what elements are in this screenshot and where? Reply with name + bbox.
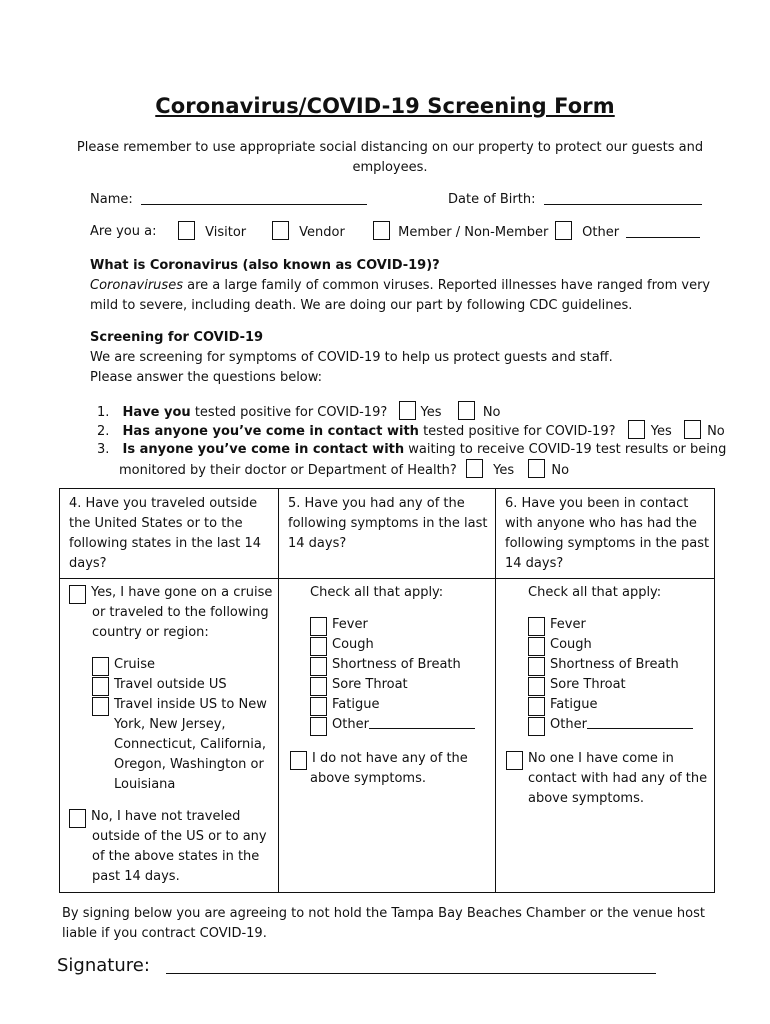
symptom-label: Fever bbox=[332, 617, 368, 632]
travel-outside-us-checkbox[interactable] bbox=[92, 677, 109, 696]
travel-inside-us-checkbox[interactable] bbox=[92, 697, 109, 716]
travel-outside-us-label: Travel outside US bbox=[114, 677, 227, 692]
contact-symptom-label: Cough bbox=[550, 637, 592, 652]
symptom-label: Other bbox=[332, 717, 369, 732]
dob-input-line[interactable] bbox=[544, 191, 702, 205]
symptom-cough-checkbox[interactable] bbox=[310, 637, 327, 656]
q3-yes-checkbox[interactable] bbox=[466, 459, 483, 478]
symptom-label: Fatigue bbox=[332, 697, 380, 712]
cruise-label: Cruise bbox=[114, 657, 156, 672]
col3-header-line: with anyone who has had the bbox=[505, 516, 697, 531]
travel-no-label: No, I have not traveled bbox=[91, 809, 241, 824]
q1-yes-checkbox[interactable] bbox=[399, 401, 416, 420]
vendor-checkbox[interactable] bbox=[272, 221, 289, 240]
symptom-fatigue bbox=[310, 695, 490, 715]
q3-number: 3. bbox=[97, 442, 110, 457]
dob-field bbox=[448, 191, 702, 207]
q3-text: waiting to receive COVID-19 test results or being bbox=[404, 442, 727, 457]
symptoms-table bbox=[59, 488, 715, 893]
symptom-label: Cough bbox=[332, 637, 374, 652]
symptom-label: Shortness of Breath bbox=[332, 657, 461, 672]
visitor-label: Visitor bbox=[205, 225, 247, 240]
contact-cough bbox=[528, 635, 713, 655]
screening-heading: Screening for COVID-19 bbox=[90, 330, 264, 345]
signature-input-line[interactable] bbox=[166, 956, 656, 974]
q2-yes-label: Yes bbox=[650, 424, 672, 439]
visitor-checkbox[interactable] bbox=[178, 221, 195, 240]
q2-yes-checkbox[interactable] bbox=[628, 420, 645, 439]
q1-no-checkbox[interactable] bbox=[458, 401, 475, 420]
travel-no-label-line: of the above states in the bbox=[92, 849, 260, 864]
symptom-shortness-checkbox[interactable] bbox=[310, 657, 327, 676]
q1-no-label: No bbox=[482, 405, 501, 420]
agreement-line-1: By signing below you are agreeing to not hold the Tampa Bay Beaches Chamber or the venue host bbox=[62, 906, 705, 921]
col2-check-all: Check all that apply: bbox=[310, 585, 444, 600]
col2-header bbox=[288, 494, 487, 554]
q3-bold: Is anyone you’ve come in contact with bbox=[122, 442, 405, 457]
col3-check-all: Check all that apply: bbox=[528, 585, 662, 600]
agreement-text bbox=[62, 904, 742, 944]
other-label: Other bbox=[582, 225, 620, 240]
vendor-option bbox=[272, 221, 345, 240]
name-input-line[interactable] bbox=[141, 191, 367, 205]
contact-shortness-checkbox[interactable] bbox=[528, 657, 545, 676]
col2-header-line: 14 days? bbox=[288, 536, 347, 551]
states-line: Oregon, Washington or bbox=[114, 757, 264, 772]
col1-header-line: following states in the last 14 bbox=[69, 536, 261, 551]
what-is-heading: What is Coronavirus (also known as COVID-19)? bbox=[90, 258, 440, 273]
symptom-fever-checkbox[interactable] bbox=[310, 617, 327, 636]
q3-no-checkbox[interactable] bbox=[528, 459, 545, 478]
other-option bbox=[555, 221, 700, 240]
contact-sore-throat bbox=[528, 675, 713, 695]
col2-header-line: 5. Have you had any of the bbox=[288, 496, 465, 511]
contact-fatigue bbox=[528, 695, 713, 715]
no-contact-label-line: contact with had any of the bbox=[528, 771, 708, 786]
q2-no-label: No bbox=[707, 424, 725, 439]
contact-cough-checkbox[interactable] bbox=[528, 637, 545, 656]
contact-other-input-line[interactable] bbox=[587, 715, 693, 729]
travel-inside-us-label: Travel inside US to New bbox=[114, 697, 267, 712]
q3-text-line-2: monitored by their doctor or Department of Health? bbox=[119, 463, 457, 478]
contact-symptom-label: Other bbox=[550, 717, 587, 732]
col1-body bbox=[69, 583, 274, 887]
contact-symptom-label: Sore Throat bbox=[550, 677, 626, 692]
symptom-label: Sore Throat bbox=[332, 677, 408, 692]
q2-text: tested positive for COVID-19? bbox=[418, 424, 616, 439]
coronaviruses-italic: Coronaviruses bbox=[90, 278, 183, 293]
question-3 bbox=[97, 440, 726, 460]
name-label: Name: bbox=[90, 192, 133, 207]
no-contact-label: No one I have come in bbox=[528, 751, 674, 766]
contact-fatigue-checkbox[interactable] bbox=[528, 697, 545, 716]
q1-bold: Have you bbox=[122, 405, 191, 420]
signature-label: Signature: bbox=[57, 955, 150, 976]
col2-header-line: following symptoms in the last bbox=[288, 516, 488, 531]
no-symptoms-label: I do not have any of the bbox=[312, 751, 468, 766]
no-symptoms-checkbox[interactable] bbox=[290, 751, 307, 770]
what-is-section bbox=[90, 256, 730, 316]
col1-header-line: 4. Have you traveled outside bbox=[69, 496, 258, 511]
screening-line-1: We are screening for symptoms of COVID-19 to help us protect guests and staff. bbox=[90, 350, 613, 365]
q2-number: 2. bbox=[97, 424, 110, 439]
dob-label: Date of Birth: bbox=[448, 192, 536, 207]
member-option bbox=[373, 221, 548, 240]
agreement-line-2: liable if you contract COVID-19. bbox=[62, 926, 267, 941]
contact-sore-throat-checkbox[interactable] bbox=[528, 677, 545, 696]
no-symptoms-option bbox=[290, 749, 490, 769]
vendor-label: Vendor bbox=[299, 225, 345, 240]
states-line: Louisiana bbox=[114, 777, 176, 792]
intro-line-2: employees. bbox=[352, 160, 428, 175]
q2-no-checkbox[interactable] bbox=[684, 420, 701, 439]
cruise-option bbox=[92, 655, 274, 675]
no-symptoms-label-line: above symptoms. bbox=[310, 771, 426, 786]
contact-fever-checkbox[interactable] bbox=[528, 617, 545, 636]
symptom-cough bbox=[310, 635, 490, 655]
screening-line-2: Please answer the questions below: bbox=[90, 370, 323, 385]
other-input-line[interactable] bbox=[626, 224, 700, 238]
member-checkbox[interactable] bbox=[373, 221, 390, 240]
no-contact-label-line: above symptoms. bbox=[528, 791, 644, 806]
travel-no-label-line: outside of the US or to any bbox=[92, 829, 267, 844]
travel-yes-label-line: or traveled to the following bbox=[92, 605, 269, 620]
intro-text bbox=[0, 138, 770, 178]
travel-no-checkbox[interactable] bbox=[69, 809, 86, 828]
q3-yes-label: Yes bbox=[493, 463, 515, 478]
travel-outside-us-option bbox=[92, 675, 274, 695]
member-label: Member / Non-Member bbox=[398, 225, 549, 240]
q2-bold: Has anyone you’ve come in contact with bbox=[122, 424, 419, 439]
cruise-checkbox[interactable] bbox=[92, 657, 109, 676]
visitor-option bbox=[178, 221, 246, 240]
name-field bbox=[90, 191, 367, 207]
states-line: Connecticut, California, bbox=[114, 737, 266, 752]
screening-section bbox=[90, 328, 730, 388]
travel-inside-us-option bbox=[92, 695, 274, 715]
symptom-sore-throat bbox=[310, 675, 490, 695]
q1-yes-label: Yes bbox=[420, 405, 442, 420]
contact-symptom-label: Fatigue bbox=[550, 697, 598, 712]
no-contact-checkbox[interactable] bbox=[506, 751, 523, 770]
are-you-label: Are you a: bbox=[90, 224, 157, 239]
states-line: York, New Jersey, bbox=[114, 717, 226, 732]
q1-text: tested positive for COVID-19? bbox=[190, 405, 388, 420]
symptom-other bbox=[310, 715, 490, 735]
travel-no-label-line: past 14 days. bbox=[92, 869, 180, 884]
what-is-line-1 bbox=[90, 276, 730, 296]
symptom-fatigue-checkbox[interactable] bbox=[310, 697, 327, 716]
col3-header-line: following symptoms in the past bbox=[505, 536, 710, 551]
col2-body bbox=[310, 583, 490, 789]
what-is-line-1-rest: are a large family of common viruses. Reported illnesses have ranged from very bbox=[182, 278, 711, 293]
contact-shortness-of-breath bbox=[528, 655, 713, 675]
signature-field bbox=[57, 955, 656, 976]
form-title: Coronavirus/COVID-19 Screening Form bbox=[155, 94, 615, 118]
contact-symptom-label: Shortness of Breath bbox=[550, 657, 679, 672]
col1-header bbox=[69, 494, 261, 574]
question-2 bbox=[97, 420, 725, 442]
q1-number: 1. bbox=[97, 405, 110, 420]
contact-fever bbox=[528, 615, 713, 635]
symptom-other-input-line[interactable] bbox=[369, 715, 475, 729]
travel-yes-label-line: country or region: bbox=[92, 625, 209, 640]
symptom-fever bbox=[310, 615, 490, 635]
intro-line-1: Please remember to use appropriate social distancing on our property to protect our guests and bbox=[76, 140, 704, 155]
symptom-sore-throat-checkbox[interactable] bbox=[310, 677, 327, 696]
contact-other-checkbox[interactable] bbox=[528, 717, 545, 736]
col3-header-line: 6. Have you been in contact bbox=[505, 496, 689, 511]
travel-no-option bbox=[69, 807, 274, 827]
col3-header bbox=[505, 494, 709, 574]
contact-symptom-label: Fever bbox=[550, 617, 586, 632]
what-is-line-2: mild to severe, including death. We are doing our part by following CDC guidelines. bbox=[90, 298, 633, 313]
travel-yes-label: Yes, I have gone on a cruise bbox=[91, 585, 273, 600]
travel-yes-option bbox=[69, 583, 274, 603]
col3-header-line: 14 days? bbox=[505, 556, 564, 571]
no-contact-option bbox=[506, 749, 713, 769]
travel-yes-checkbox[interactable] bbox=[69, 585, 86, 604]
col1-header-line: days? bbox=[69, 556, 107, 571]
symptom-other-checkbox[interactable] bbox=[310, 717, 327, 736]
col1-header-line: the United States or to the bbox=[69, 516, 243, 531]
symptom-shortness-of-breath bbox=[310, 655, 490, 675]
col3-body bbox=[528, 583, 713, 809]
other-checkbox[interactable] bbox=[555, 221, 572, 240]
q3-no-label: No bbox=[551, 463, 570, 478]
question-3-continued bbox=[119, 459, 569, 481]
contact-other bbox=[528, 715, 713, 735]
